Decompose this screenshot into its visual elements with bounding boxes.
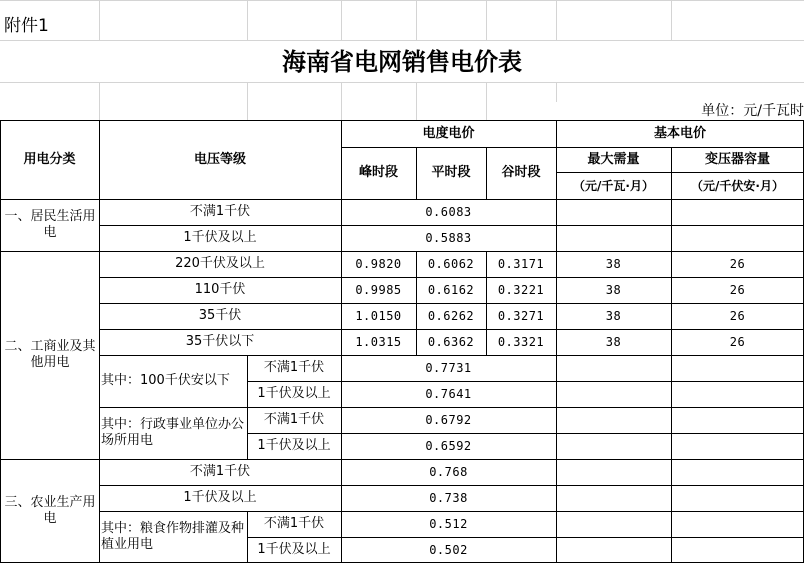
peak-price-cell: 0.9820	[355, 257, 402, 271]
demand-price-cell: 38	[605, 309, 622, 323]
price-cell: 0.7731	[425, 361, 472, 375]
category-residential: 一、居民生活用电	[4, 209, 96, 240]
peak-price-cell: 1.0150	[355, 309, 402, 323]
valley-price-cell: 0.3321	[497, 335, 545, 349]
price-cell: 0.502	[429, 542, 468, 557]
demand-price-cell: 38	[605, 283, 622, 297]
gridline	[0, 40, 804, 41]
sub-category-small-capacity: 其中：100千伏安以下	[101, 373, 230, 388]
gridline	[671, 0, 672, 40]
header-max-demand: 最大需量	[587, 151, 640, 167]
flat-price-cell: 0.6362	[427, 335, 475, 349]
gridline	[486, 0, 487, 40]
category-commercial: 二、工商业及其他用电	[4, 339, 96, 370]
table-border	[671, 147, 672, 563]
price-cell: 0.6592	[425, 439, 472, 453]
header-category: 用电分类	[23, 151, 76, 167]
header-peak: 峰时段	[358, 165, 398, 180]
price-cell: 0.5883	[425, 231, 472, 245]
voltage-cell: 220千伏及以上	[175, 256, 265, 271]
price-cell: 0.512	[429, 517, 468, 531]
header-max-demand-unit: （元/千瓦·月）	[573, 178, 654, 193]
voltage-cell: 35千伏以下	[185, 334, 255, 349]
voltage-cell: 110千伏	[194, 282, 246, 297]
demand-price-cell: 38	[605, 257, 622, 271]
gridline	[99, 0, 100, 40]
valley-price-cell: 0.3171	[497, 257, 545, 271]
voltage-cell: 不满1千伏	[263, 412, 325, 427]
unit-label: 单位：元/千瓦时	[701, 103, 804, 119]
valley-price-cell: 0.3221	[497, 283, 545, 297]
header-transformer-unit: （元/千伏安·月）	[691, 178, 784, 193]
price-cell: 0.6792	[425, 413, 472, 427]
page-title: 海南省电网销售电价表	[282, 47, 522, 76]
gridline	[0, 0, 804, 1]
gridline	[341, 0, 342, 40]
peak-price-cell: 1.0315	[355, 335, 402, 349]
price-cell: 0.7641	[425, 387, 472, 401]
table-border	[0, 562, 804, 563]
annex-label: 附件1	[4, 16, 49, 36]
voltage-cell: 35千伏	[198, 308, 242, 323]
voltage-cell: 不满1千伏	[263, 360, 325, 375]
valley-price-cell: 0.3271	[497, 309, 545, 323]
voltage-cell: 不满1千伏	[189, 464, 251, 479]
capacity-price-cell: 26	[729, 335, 746, 349]
flat-price-cell: 0.6062	[427, 257, 475, 271]
voltage-cell: 不满1千伏	[189, 204, 251, 219]
voltage-cell: 1千伏及以上	[257, 438, 331, 453]
gridline	[341, 82, 342, 120]
category-agriculture: 三、农业生产用电	[4, 494, 96, 526]
header-voltage: 电压等级	[193, 151, 246, 167]
header-valley: 谷时段	[501, 165, 541, 180]
gridline	[99, 82, 100, 120]
gridline	[416, 82, 417, 120]
voltage-cell: 不满1千伏	[263, 516, 325, 531]
sub-category-grain-irrigation: 其中：粮食作物排灌及种植业用电	[101, 520, 245, 552]
gridline	[486, 82, 487, 120]
price-cell: 0.738	[429, 491, 468, 505]
sub-category-government-office: 其中：行政事业单位办公场所用电	[101, 417, 245, 448]
price-cell: 0.6083	[425, 205, 472, 219]
price-cell: 0.768	[429, 465, 468, 479]
flat-price-cell: 0.6262	[427, 309, 475, 323]
capacity-price-cell: 26	[729, 309, 746, 323]
header-flat: 平时段	[431, 165, 471, 180]
header-basic-price: 基本电价	[653, 125, 706, 141]
flat-price-cell: 0.6162	[427, 283, 475, 297]
capacity-price-cell: 26	[729, 283, 746, 297]
gridline	[556, 0, 557, 40]
voltage-cell: 1千伏及以上	[257, 386, 331, 401]
gridline	[247, 0, 248, 40]
header-transformer: 变压器容量	[704, 151, 770, 167]
voltage-cell: 1千伏及以上	[183, 490, 257, 505]
demand-price-cell: 38	[605, 335, 622, 349]
header-energy-price: 电度电价	[422, 125, 475, 141]
capacity-price-cell: 26	[729, 257, 746, 271]
gridline	[0, 82, 804, 83]
gridline	[556, 82, 557, 102]
peak-price-cell: 0.9985	[355, 283, 402, 297]
gridline	[416, 0, 417, 40]
voltage-cell: 1千伏及以上	[183, 230, 257, 245]
voltage-cell: 1千伏及以上	[257, 541, 331, 557]
gridline	[247, 82, 248, 120]
